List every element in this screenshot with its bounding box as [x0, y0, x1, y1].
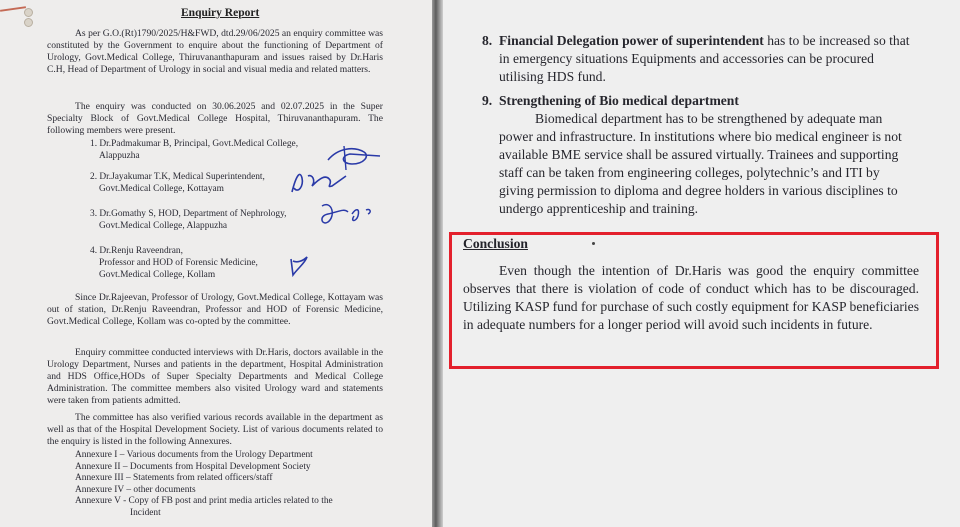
item-8-heading: Financial Delegation power of superintendent: [499, 33, 764, 48]
item-9-heading: Strengthening of Bio medical department: [499, 93, 739, 108]
annexure-item: Annexure V - Copy of FB post and print media articles related to the: [75, 496, 333, 507]
intro-paragraph: As per G.O.(Rt)1790/2025/H&FWD, dtd.29/06/2025 an enquiry committee was constituted by the Government to enquire about the functioning of Department of Urology, Govt.Medical College, Thiruvananthapuram and issues raised by Dr.Haris C.H, Head of Department of Urology in social and visual media and related matters.: [47, 28, 383, 75]
item-9-body: Biomedical department has to be strengthened by adequate man power and infrastructure. In institutions where bio medical engineer is not available BME service shall be assured virtually. Trainees and supporting staff can be taken from engineering colleges, polytechnic’s and ITI by giving permission to diploma and degree holders in various disciplines to undergo apprenticeship and training.: [499, 111, 902, 217]
item-8-heading-rest: has to be increased so that: [763, 33, 910, 48]
punch-hole: [24, 8, 33, 17]
ink-dot: [592, 242, 595, 245]
records-paragraph: The committee has also verified various records available in the department as well as that of the Hospital Development Society. List of various documents related to the enquiry is listed in the following Annexures.: [47, 412, 383, 447]
signature-member-2: [286, 166, 350, 198]
report-title: Enquiry Report: [181, 7, 260, 19]
member-4: 4. Dr.Renju Raveendran, Professor and HOD of Forensic Medicine, Govt.Medical College, Kollam: [90, 246, 258, 281]
item-8-heading-line: [499, 32, 929, 50]
annexure-item: Annexure I – Various documents from the Urology Department: [75, 450, 313, 460]
member-1: 1. Dr.Padmakumar B, Principal, Govt.Medical College, Alappuzha: [90, 139, 299, 162]
annexure-item: Annexure IV – other documents: [75, 484, 196, 495]
item-9-number: 9.: [482, 93, 493, 108]
interviews-paragraph: Enquiry committee conducted interviews with Dr.Haris, doctors available in the Urology Department, Nurses and patients in the department, Hospital Administration and HDS Office,HODs of Super Specialty Departments and Medical College Administration. The committee members also visited Urology ward and statements were taken from patients admitted.: [47, 347, 383, 406]
conclusion-title: Conclusion: [463, 236, 528, 251]
book-gutter: [432, 0, 443, 527]
coopted-paragraph: Since Dr.Rajeevan, Professor of Urology, Govt.Medical College, Kottayam was out of station, Dr.Renju Raveendran, Professor and HOD of Forensic Medicine, Govt.Medical College, Kollam was co-opted by the committee.: [47, 292, 383, 327]
punch-hole: [24, 18, 33, 27]
annexure-item: Annexure III – Statements from related officers/staff: [75, 473, 273, 484]
item-8-number: 8.: [482, 33, 493, 48]
signature-member-3: [314, 198, 376, 228]
annexure-item: Annexure II – Documents from Hospital Development Society: [75, 461, 311, 472]
member-2: 2. Dr.Jayakumar T.K, Medical Superintendent, Govt.Medical College, Kottayam: [90, 172, 265, 195]
left-document-page: [0, 0, 432, 527]
annexure-list: [75, 450, 333, 520]
signature-member-4: [287, 253, 311, 279]
item-8-body: in emergency situations Equipments and accessories can be procured utilising HDS fund.: [499, 51, 874, 85]
conducted-paragraph: The enquiry was conducted on 30.06.2025 and 02.07.2025 in the Super Specialty Block of Govt.Medical College Hospital, Thiruvananthapuram. The following members were present.: [47, 101, 383, 136]
conclusion-text: Even though the intention of Dr.Haris was good the enquiry committee observes that there is violation of code of conduct which has to be discouraged. Utilizing KASP fund for purchase of such costly equipment for KASP beneficiaries in adequate numbers for a longer period will avoid such incidents in future.: [463, 263, 919, 333]
annexure-item: Incident: [130, 507, 161, 518]
member-3: 3. Dr.Gomathy S, HOD, Department of Nephrology, Govt.Medical College, Alappuzha: [90, 209, 287, 232]
file-tag-thread: [0, 6, 26, 12]
